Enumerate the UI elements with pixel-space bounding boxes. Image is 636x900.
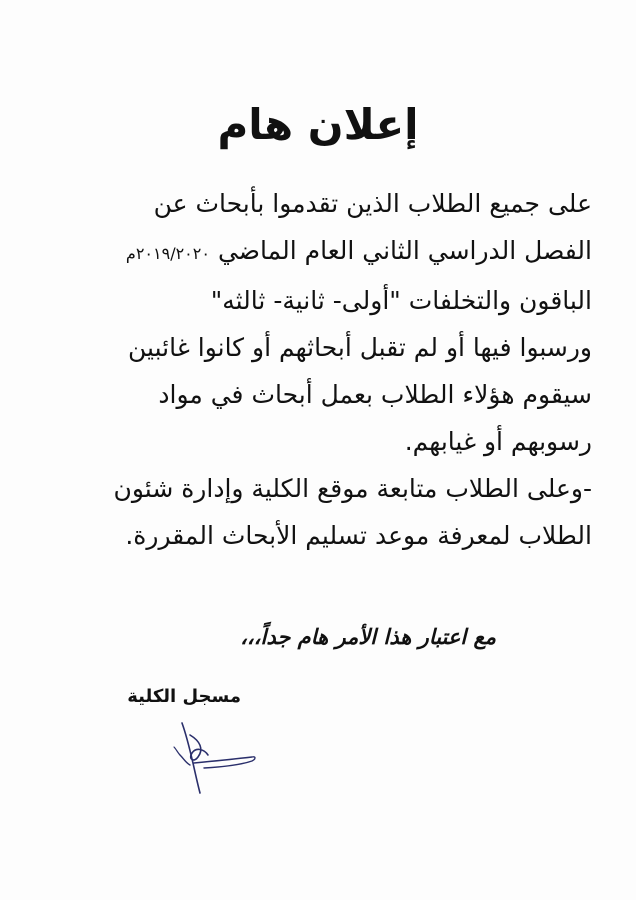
academic-year: ٢٠١٩/٢٠٢٠م (125, 244, 210, 263)
notice-line-4: ورسبوا فيها أو لم تقبل أبحاثهم أو كانوا غائبين (128, 333, 592, 362)
signature-stroke-4 (194, 757, 255, 768)
notice-line-1: على جميع الطلاب الذين تقدموا بأبحاث عن (153, 189, 592, 218)
closing-remark: مع اعتبار هذا الأمر هام جداً،،، (240, 625, 496, 649)
notice-body (20, 180, 592, 559)
notice-line-2 (20, 227, 592, 277)
notice-line-5: سيقوم هؤلاء الطلاب بعمل أبحاث في مواد (158, 380, 592, 409)
notice-line-8: الطلاب لمعرفة موعد تسليم الأبحاث المقررة. (125, 521, 592, 550)
notice-line-6: رسوبهم أو غيابهم. (404, 427, 592, 456)
notice-line-3: الباقون والتخلفات "أولى- ثانية- ثالثه" (210, 286, 592, 315)
signatory-title: مسجل الكلية (127, 686, 241, 707)
signature-stroke-3 (180, 755, 190, 765)
notice-title: إعلان هام (217, 100, 419, 149)
handwritten-signature (160, 715, 260, 800)
notice-line-2-text: الفصل الدراسي الثاني العام الماضي (217, 236, 592, 265)
signature-stroke-2 (190, 735, 208, 760)
signature-stroke-5 (174, 747, 180, 755)
notice-line-7: -وعلى الطلاب متابعة موقع الكلية وإدارة شئون (113, 474, 592, 503)
